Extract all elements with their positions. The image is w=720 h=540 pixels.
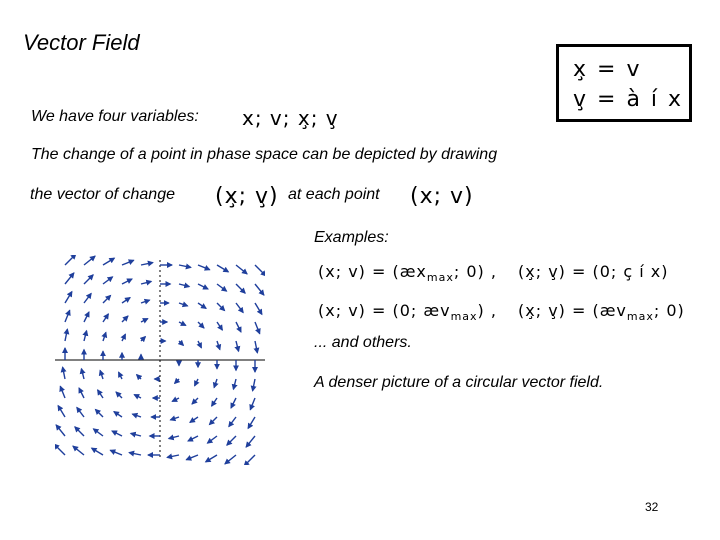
field-arrow bbox=[206, 455, 217, 462]
field-arrow bbox=[212, 398, 217, 406]
field-arrow bbox=[250, 398, 255, 410]
field-arrow bbox=[253, 379, 255, 391]
field-arrow bbox=[119, 372, 122, 379]
field-arrow bbox=[167, 455, 179, 457]
field-arrow bbox=[214, 379, 217, 388]
example-2-right bbox=[518, 301, 685, 323]
field-arrow bbox=[114, 412, 122, 417]
field-arrow bbox=[179, 341, 183, 345]
examples-label: Examples: bbox=[314, 229, 389, 246]
field-arrow bbox=[92, 448, 103, 455]
field-arrow bbox=[217, 341, 220, 350]
field-arrow bbox=[198, 284, 208, 289]
field-arrow bbox=[103, 332, 106, 341]
field-arrow bbox=[110, 450, 122, 455]
field-arrow bbox=[93, 429, 103, 436]
field-arrow bbox=[236, 265, 247, 274]
field-arrow bbox=[65, 292, 72, 303]
field-arrow bbox=[198, 341, 201, 348]
field-arrow bbox=[81, 369, 84, 379]
field-arrow bbox=[103, 314, 108, 322]
example-2-left-sub: max bbox=[450, 310, 478, 324]
field-arrow bbox=[190, 417, 198, 422]
field-arrow bbox=[132, 414, 141, 417]
field-arrow bbox=[103, 277, 113, 284]
others-text: ... and others. bbox=[314, 334, 412, 351]
vector-change-math: (x̧; v̧) bbox=[215, 184, 279, 209]
field-arrow bbox=[65, 255, 76, 265]
field-arrow bbox=[195, 379, 198, 386]
field-arrow bbox=[229, 417, 236, 427]
field-arrow bbox=[95, 409, 103, 417]
field-arrow bbox=[84, 275, 93, 284]
field-arrow bbox=[236, 322, 241, 332]
field-arrow bbox=[56, 425, 65, 436]
field-arrow bbox=[141, 263, 153, 265]
field-arrow bbox=[103, 295, 111, 303]
denser-picture-text: A denser picture of a circular vector field. bbox=[314, 374, 604, 391]
equation-line-1: x̧ = v bbox=[573, 57, 642, 82]
circular-vector-field-figure bbox=[55, 255, 265, 465]
field-arrow bbox=[170, 417, 179, 420]
slide-title: Vector Field bbox=[23, 30, 140, 55]
field-arrow bbox=[65, 273, 74, 284]
field-arrow bbox=[255, 322, 260, 334]
field-arrow bbox=[227, 436, 236, 445]
field-arrow bbox=[134, 395, 141, 398]
field-arrow bbox=[198, 303, 206, 308]
equation-line-2: v̧ = à í x bbox=[573, 87, 684, 112]
field-arrow bbox=[198, 322, 204, 328]
field-arrow bbox=[122, 316, 128, 322]
field-arrow bbox=[179, 322, 186, 325]
field-arrow bbox=[112, 431, 122, 436]
field-arrow bbox=[244, 455, 255, 465]
field-arrow bbox=[217, 265, 228, 272]
field-arrow bbox=[188, 436, 198, 441]
field-arrow bbox=[60, 386, 65, 398]
field-arrow bbox=[79, 388, 84, 398]
field-arrow bbox=[236, 341, 239, 351]
field-arrow bbox=[75, 427, 84, 436]
field-arrow bbox=[179, 303, 188, 306]
field-arrow bbox=[141, 300, 150, 303]
vector-change-text: the vector of change bbox=[30, 186, 175, 203]
field-arrow bbox=[236, 284, 245, 293]
field-arrow bbox=[84, 293, 91, 303]
field-arrow bbox=[122, 298, 130, 303]
field-arrow bbox=[98, 390, 103, 398]
field-arrow bbox=[231, 398, 236, 408]
field-arrow bbox=[246, 436, 255, 447]
example-1-right: (x̧; v̧) = (0; ç í x) bbox=[518, 262, 669, 281]
field-arrow bbox=[217, 322, 222, 330]
field-arrow bbox=[255, 284, 264, 295]
field-arrow bbox=[100, 370, 103, 379]
example-2-right-sub: max bbox=[626, 310, 654, 324]
field-arrow bbox=[84, 312, 89, 322]
field-arrow bbox=[65, 329, 67, 341]
field-arrow bbox=[73, 446, 84, 455]
field-arrow bbox=[122, 334, 125, 341]
field-arrow bbox=[217, 284, 227, 291]
field-arrow bbox=[84, 256, 95, 265]
field-arrow bbox=[179, 284, 189, 287]
field-arrow bbox=[58, 406, 65, 417]
field-arrow bbox=[141, 319, 148, 322]
field-arrow bbox=[116, 392, 122, 398]
field-arrow bbox=[169, 436, 179, 439]
field-arrow bbox=[175, 379, 179, 383]
field-arrow bbox=[77, 407, 84, 417]
field-arrow bbox=[55, 444, 65, 455]
field-arrow bbox=[84, 331, 87, 341]
field-arrow bbox=[122, 260, 134, 265]
example-2-right-main: (x̧; v̧) = (æv bbox=[518, 301, 627, 320]
example-2-right-end: ; 0) bbox=[653, 301, 685, 320]
field-arrow bbox=[179, 265, 191, 267]
example-1-left-end: ; 0) , bbox=[453, 262, 497, 281]
example-1-left-sub: max bbox=[426, 271, 454, 285]
field-arrow bbox=[141, 337, 145, 341]
field-arrow bbox=[65, 310, 70, 322]
example-2-left-end: ) , bbox=[477, 301, 497, 320]
field-arrow bbox=[137, 375, 141, 379]
field-arrow bbox=[198, 265, 210, 270]
field-arrow bbox=[122, 279, 132, 284]
field-arrow bbox=[172, 398, 179, 401]
field-arrow bbox=[255, 341, 257, 353]
field-arrow bbox=[141, 281, 151, 284]
field-arrow bbox=[217, 303, 225, 311]
page-number: 32 bbox=[645, 500, 659, 514]
field-arrow bbox=[255, 303, 262, 314]
example-1-left bbox=[318, 262, 497, 284]
field-arrow bbox=[209, 417, 217, 425]
example-2-left bbox=[318, 301, 497, 323]
variables-text: We have four variables: bbox=[31, 108, 199, 125]
point-math: (x; v) bbox=[410, 184, 474, 209]
field-arrow bbox=[103, 258, 114, 265]
example-2-left-main: (x; v) = (0; æv bbox=[318, 301, 451, 320]
field-arrow bbox=[233, 379, 236, 389]
field-arrow bbox=[248, 417, 255, 428]
field-arrow bbox=[225, 455, 236, 464]
field-arrow bbox=[207, 436, 217, 443]
field-arrow bbox=[129, 453, 141, 455]
field-arrow bbox=[186, 455, 198, 460]
field-arrow bbox=[192, 398, 198, 404]
field-arrow bbox=[63, 367, 65, 379]
equation-box bbox=[556, 44, 692, 122]
field-arrow bbox=[236, 303, 243, 313]
field-arrow bbox=[255, 265, 265, 276]
field-arrow bbox=[131, 433, 141, 436]
variables-math: x; v; x̧; v̧ bbox=[242, 106, 339, 130]
at-each-point-text: at each point bbox=[288, 186, 380, 203]
example-1-left-main: (x; v) = (æx bbox=[318, 262, 427, 281]
phase-space-text: The change of a point in phase space can be depicted by drawing bbox=[31, 146, 498, 163]
